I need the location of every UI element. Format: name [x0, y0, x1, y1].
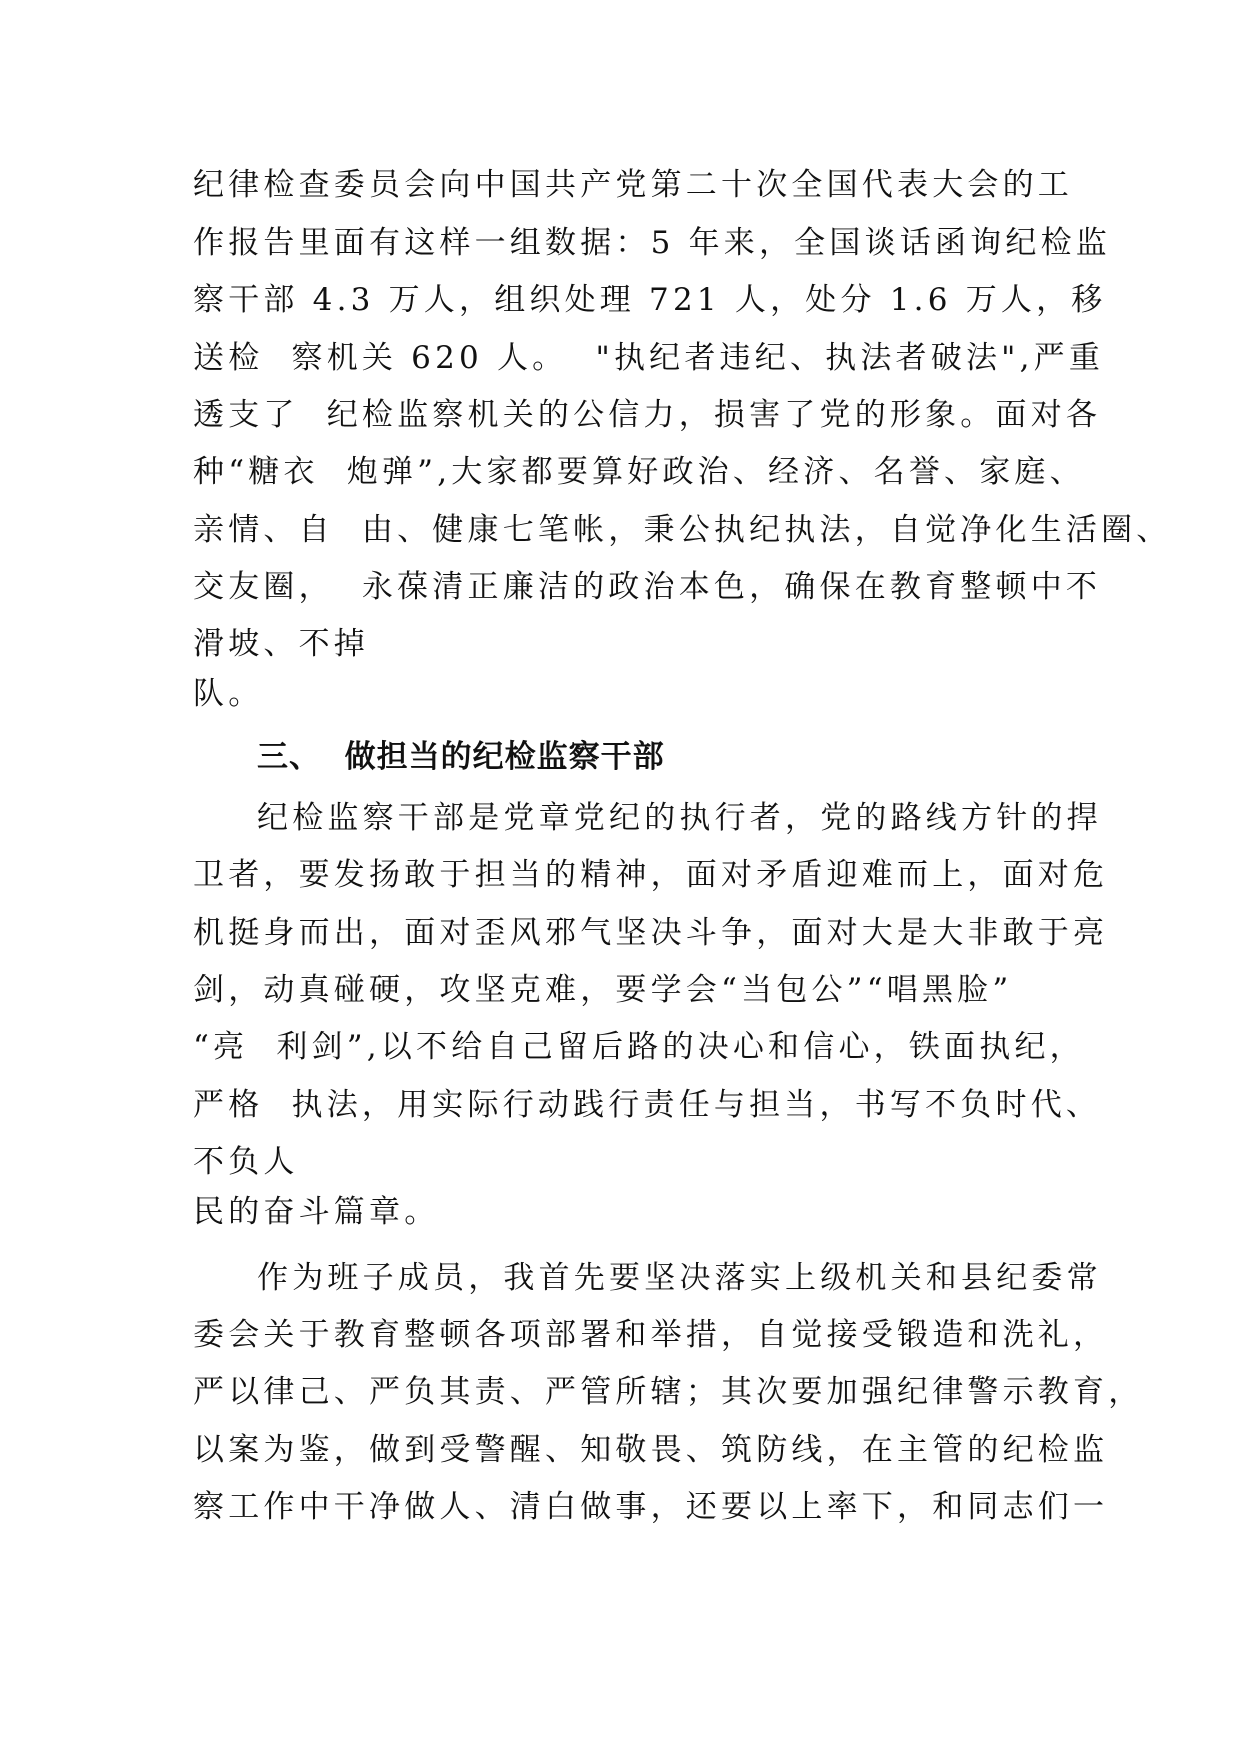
paragraph-1-line-4: 送检 察机关 620 人。 "执纪者违纪、执法者破法",严重 [193, 340, 1105, 376]
paragraph-1-line-5: 透支了 纪检监察机关的公信力，损害了党的形象。面对各 [193, 397, 1102, 433]
paragraph-1-line-7: 亲情、自 由、健康七笔帐，秉公执纪执法，自觉净化生活圈、 [193, 512, 1172, 548]
paragraph-2-line-3: 机挺身而出，面对歪风邪气坚决斗争，面对大是大非敢于亮 [193, 915, 1109, 951]
paragraph-2-line-2: 卫者，要发扬敢于担当的精神，面对矛盾迎难而上，面对危 [193, 857, 1109, 893]
paragraph-1-line-8: 交友圈， 永葆清正廉洁的政治本色，确保在教育整顿中不 [193, 569, 1102, 605]
paragraph-1-line-10: 队。 [193, 676, 264, 712]
paragraph-3-line-5: 察工作中干净做人、清白做事，还要以上率下，和同志们一 [193, 1489, 1109, 1525]
paragraph-1-line-9: 滑坡、不掉 [193, 626, 369, 662]
paragraph-3-line-2: 委会关于教育整顿各项部署和举措，自觉接受锻造和洗礼， [193, 1317, 1109, 1353]
paragraph-3-line-1: 作为班子成员，我首先要坚决落实上级机关和县纪委常 [257, 1260, 1102, 1296]
paragraph-3-line-4: 以案为鉴，做到受警醒、知敬畏、筑防线，在主管的纪检监 [193, 1432, 1109, 1468]
paragraph-2-line-5: “亮 利剑”,以不给自己留后路的决心和信心，铁面执纪， [193, 1029, 1085, 1065]
paragraph-1-line-3: 察干部 4.3 万人，组织处理 721 人，处分 1.6 万人，移 [193, 282, 1107, 318]
paragraph-3-line-3: 严以律己、严负其责、严管所辖；其次要加强纪律警示教育， [193, 1374, 1144, 1410]
paragraph-1-line-2: 作报告里面有这样一组数据：5 年来，全国谈话函询纪检监 [193, 225, 1111, 261]
paragraph-2-line-1: 纪检监察干部是党章党纪的执行者，党的路线方针的捍 [257, 800, 1102, 836]
paragraph-1-line-1: 纪律检查委员会向中国共产党第二十次全国代表大会的工 [193, 167, 1073, 203]
paragraph-2-line-6: 严格 执法，用实际行动践行责任与担当，书写不负时代、 [193, 1087, 1102, 1123]
paragraph-1-line-6: 种“糖衣 炮弹”,大家都要算好政治、经济、名誉、家庭、 [193, 454, 1085, 490]
paragraph-2-line-8: 民的奋斗篇章。 [193, 1194, 440, 1230]
paragraph-2-line-7: 不负人 [193, 1144, 299, 1180]
paragraph-2-line-4: 剑，动真碰硬，攻坚克难，要学会“当包公”“唱黑脸” [193, 972, 1013, 1008]
section-heading: 三、 做担当的纪检监察干部 [257, 739, 665, 775]
